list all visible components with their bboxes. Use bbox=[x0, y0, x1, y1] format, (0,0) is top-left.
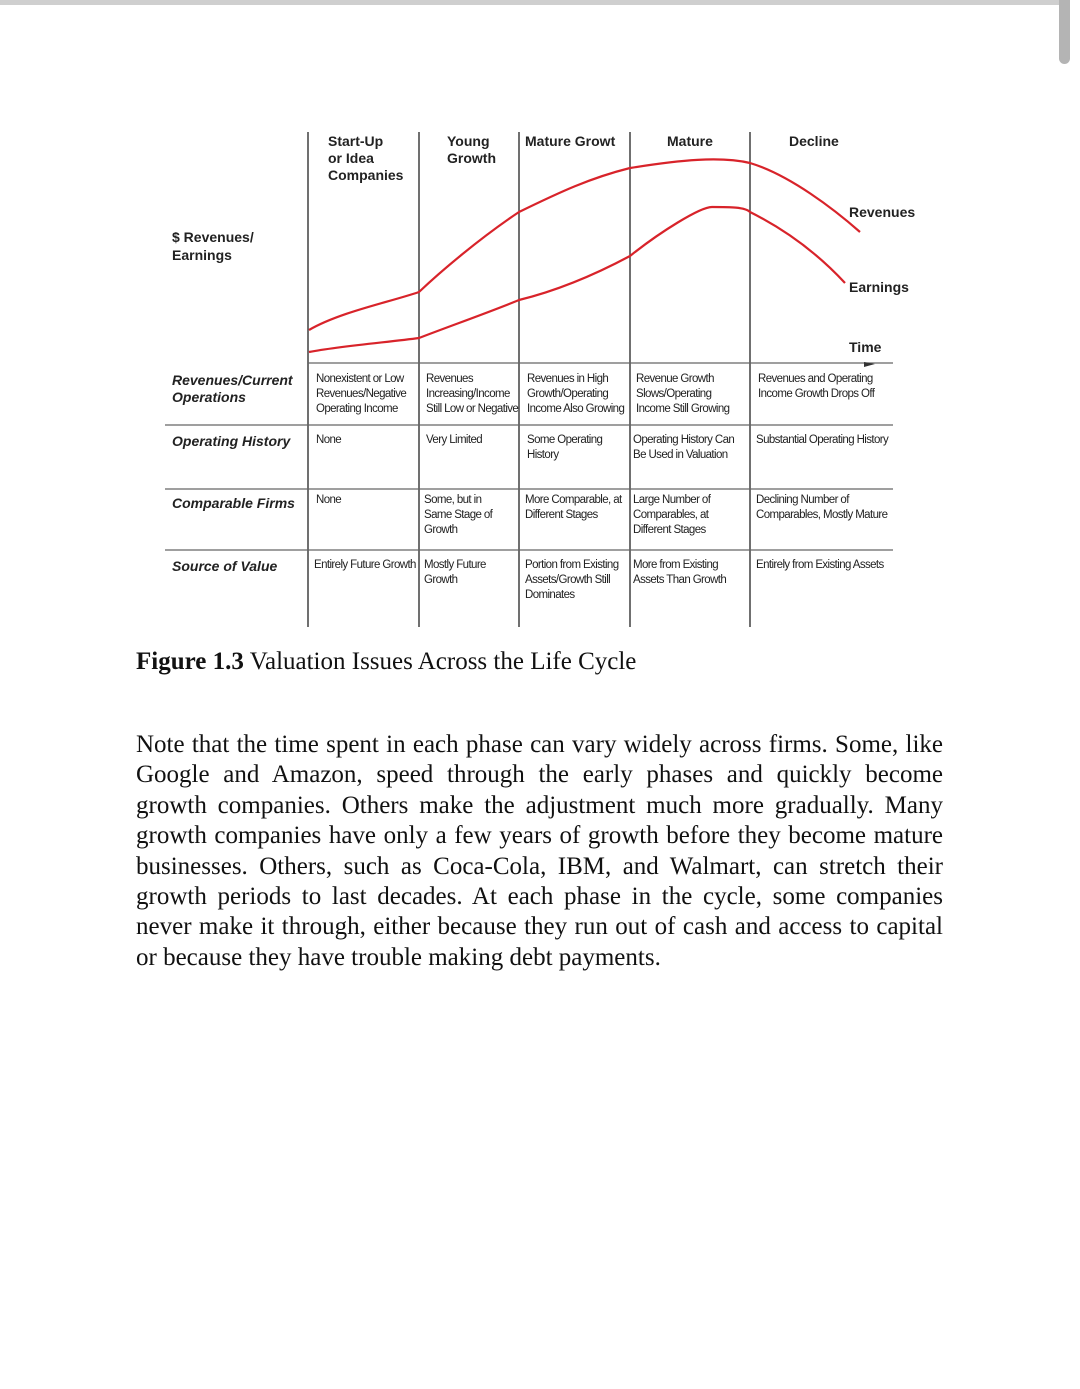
row-labels bbox=[172, 372, 295, 574]
table-cell: Mostly Future bbox=[424, 559, 486, 571]
revenues-label: Revenues bbox=[849, 204, 916, 220]
column-headers bbox=[328, 133, 839, 183]
row-label-operating-history: Operating History bbox=[172, 433, 291, 449]
table-cell: Entirely Future Growth bbox=[314, 559, 416, 571]
row-label-comparable-firms: Comparable Firms bbox=[172, 495, 295, 511]
table-cell: Large Number of bbox=[633, 494, 711, 506]
y-axis-label-line2: Earnings bbox=[172, 247, 232, 263]
header-mature: Mature bbox=[667, 133, 713, 149]
time-label: Time bbox=[849, 339, 882, 355]
table-cell: Portion from Existing bbox=[525, 559, 619, 571]
table-cell: Assets Than Growth bbox=[633, 574, 727, 586]
figure-caption bbox=[136, 646, 956, 678]
row-label-revenues-l2: Operations bbox=[172, 389, 246, 405]
table-cell: Dominates bbox=[525, 589, 575, 601]
header-startup-line1: Start-Up bbox=[328, 133, 384, 149]
header-mature-growth: Mature Growt bbox=[525, 133, 616, 149]
header-startup-line3: Companies bbox=[328, 167, 404, 183]
table-cell: None bbox=[316, 434, 342, 446]
table-cell: Revenues/Negative bbox=[316, 388, 407, 400]
table-cell: Growth/Operating bbox=[527, 388, 609, 400]
y-axis-label-line1: $ Revenues/ bbox=[172, 229, 254, 245]
table-cell: Comparables, at bbox=[633, 509, 709, 521]
table-cell: Very Limited bbox=[426, 434, 483, 446]
earnings-label: Earnings bbox=[849, 279, 909, 295]
figure-number: Figure 1.3 bbox=[136, 648, 244, 675]
figure-title: Valuation Issues Across the Life Cycle bbox=[249, 648, 637, 675]
table-cell: Substantial Operating History bbox=[756, 434, 889, 446]
revenues-curve bbox=[309, 159, 860, 330]
table-cell: History bbox=[527, 449, 559, 461]
table-cell: Income Growth Drops Off bbox=[758, 388, 875, 400]
table-cell: Some Operating bbox=[527, 434, 603, 446]
table-cell: Different Stages bbox=[525, 509, 598, 521]
header-young-line2: Growth bbox=[447, 150, 496, 166]
table-cell: Be Used in Valuation bbox=[633, 449, 728, 461]
table-cell: Revenues in High bbox=[527, 373, 609, 385]
table-cell: Declining Number of bbox=[756, 494, 849, 506]
table-cell: Income Also Growing bbox=[527, 403, 625, 415]
earnings-curve bbox=[309, 207, 845, 352]
table-cell: Nonexistent or Low bbox=[316, 373, 404, 385]
row-comparable-firms-cells bbox=[316, 494, 888, 536]
header-startup-line2: or Idea bbox=[328, 150, 374, 166]
table-cell: Revenues bbox=[426, 373, 473, 385]
table-cell: Operating History Can bbox=[633, 434, 735, 446]
row-revenues-cells bbox=[316, 373, 876, 415]
table-cell: Some, but in bbox=[424, 494, 482, 506]
life-cycle-figure bbox=[0, 0, 1080, 640]
row-label-source-of-value: Source of Value bbox=[172, 558, 278, 574]
table-cell: Still Low or Negative bbox=[426, 403, 519, 415]
table-cell: Assets/Growth Still bbox=[525, 574, 611, 586]
table-cell: None bbox=[316, 494, 342, 506]
header-decline: Decline bbox=[789, 133, 839, 149]
table-cell: Same Stage of bbox=[424, 509, 493, 521]
row-source-of-value-cells bbox=[314, 559, 885, 601]
row-label-revenues-l1: Revenues/Current bbox=[172, 372, 293, 388]
body-paragraph: Note that the time spent in each phase can vary widely across firms. Some, like Google and Amazon, speed through the early phases and quickly become growth companies. Others make the adjustment much more gradually. Many growth companies have only a few years of growth before they become mature businesses. Others, such as Coca-Cola, IBM, and Walmart, can stretch their growth periods to last decades. At each phase in the cycle, some companies never make it through, either because they run out of cash and access to capital or because they have trouble making debt payments. bbox=[136, 731, 943, 971]
row-operating-history-cells bbox=[316, 434, 889, 461]
table-cell: Revenue Growth bbox=[636, 373, 714, 385]
header-young-line1: Young bbox=[447, 133, 490, 149]
table-cell: More Comparable, at bbox=[525, 494, 622, 506]
table-cell: Comparables, Mostly Mature bbox=[756, 509, 888, 521]
table-cell: Operating Income bbox=[316, 403, 398, 415]
table-cell: Growth bbox=[424, 524, 458, 536]
table-cell: Entirely from Existing Assets bbox=[756, 559, 884, 571]
table-cell: Growth bbox=[424, 574, 458, 586]
table-cell: Increasing/Income bbox=[426, 388, 510, 400]
table-cell: Revenues and Operating bbox=[758, 373, 873, 385]
table-cell: Different Stages bbox=[633, 524, 706, 536]
table-cell: More from Existing bbox=[633, 559, 719, 571]
table-cell: Income Still Growing bbox=[636, 403, 730, 415]
table-cell: Slows/Operating bbox=[636, 388, 712, 400]
